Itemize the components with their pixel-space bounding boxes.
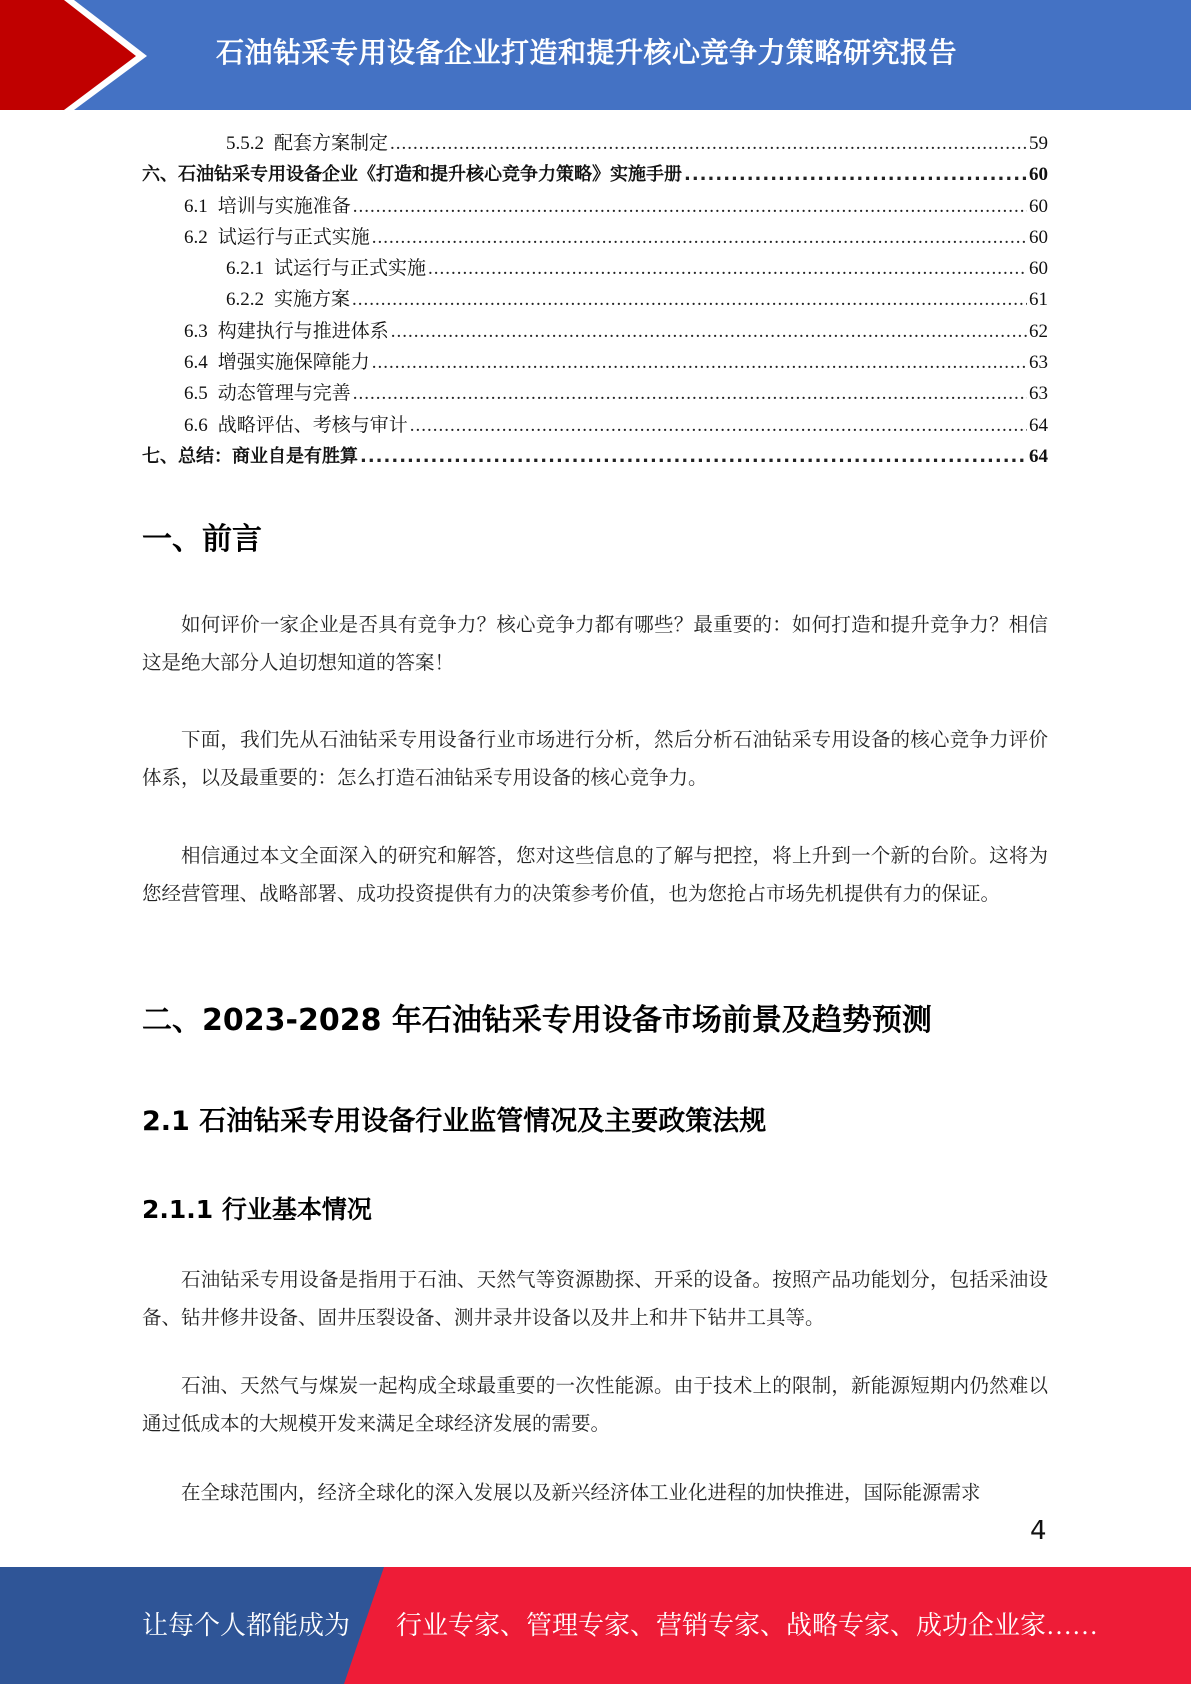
toc-entry[interactable]	[142, 128, 1048, 159]
toc-entry-title: 六、石油钻采专用设备企业《打造和提升核心竞争力策略》实施手册	[142, 164, 682, 186]
toc-dot-leader	[353, 378, 1027, 409]
toc-entry[interactable]	[142, 222, 1048, 253]
toc-dot-leader	[684, 159, 1027, 190]
paragraph: 相信通过本文全面深入的研究和解答，您对这些信息的了解与把控，将上升到一个新的台阶。这将为您经营管理、战略部署、成功投资提供有力的决策参考价值，也为您抢占市场先机提供有力的保证。	[142, 846, 1048, 905]
toc-dot-leader	[353, 191, 1027, 222]
subsection-heading-2-1: 2.1 石油钻采专用设备行业监管情况及主要政策法规	[142, 1106, 767, 1137]
toc-dot-leader	[360, 441, 1027, 472]
toc-entry-number: 6.3	[184, 320, 208, 342]
report-title: 石油钻采专用设备企业打造和提升核心竞争力策略研究报告	[216, 36, 958, 69]
toc-entry-number: 6.4	[184, 352, 208, 374]
page-number: 4	[1030, 1516, 1047, 1546]
header-banner	[0, 0, 1191, 110]
toc-entry-page: 62	[1029, 320, 1048, 342]
toc-entry-page: 64	[1029, 414, 1048, 436]
paragraph: 如何评价一家企业是否具有竞争力？核心竞争力都有哪些？最重要的：如何打造和提升竞争力？相信这是绝大部分人迫切想知道的答案！	[142, 615, 1048, 674]
footer-slogan-left: 让每个人都能成为	[142, 1611, 351, 1640]
toc-entry[interactable]	[142, 347, 1048, 378]
table-of-contents	[142, 128, 1048, 472]
toc-entry[interactable]	[142, 441, 1048, 472]
toc-entry-title: 试运行与正式实施	[217, 226, 370, 248]
toc-entry[interactable]	[142, 410, 1048, 441]
toc-entry[interactable]	[142, 378, 1048, 409]
footer-slogan-right: 行业专家、管理专家、营销专家、战略专家、成功企业家……	[396, 1611, 1099, 1640]
toc-entry-page: 60	[1029, 195, 1048, 217]
toc-entry[interactable]	[142, 284, 1048, 315]
paragraph: 石油钻采专用设备是指用于石油、天然气等资源勘探、开采的设备。按照产品功能划分，包括采油设备、钻井修井设备、固井压裂设备、测井录井设备以及井上和井下钻井工具等。	[142, 1270, 1048, 1329]
toc-entry-page: 60	[1029, 164, 1048, 186]
toc-entry-number: 5.5.2	[226, 133, 264, 154]
toc-entry-title: 配套方案制定	[274, 133, 389, 154]
footer-banner	[0, 1567, 1191, 1684]
paragraph: 石油、天然气与煤炭一起构成全球最重要的一次性能源。由于技术上的限制，新能源短期内仍然难以通过低成本的大规模开发来满足全球经济发展的需要。	[142, 1376, 1048, 1435]
toc-entry[interactable]	[142, 316, 1048, 347]
toc-entry[interactable]	[142, 191, 1048, 222]
toc-entry-page: 64	[1029, 445, 1048, 467]
toc-entry-number: 6.5	[184, 383, 208, 405]
toc-entry-page: 60	[1029, 258, 1048, 280]
toc-entry-number: 6.6	[184, 414, 208, 436]
toc-dot-leader	[372, 222, 1027, 253]
toc-entry-page: 63	[1029, 383, 1048, 405]
toc-entry-title: 七、总结：商业自是有胜算	[142, 445, 358, 467]
toc-entry-title: 动态管理与完善	[217, 383, 351, 405]
toc-entry-page: 59	[1029, 133, 1048, 154]
toc-entry-title: 培训与实施准备	[217, 195, 351, 217]
toc-entry-page: 63	[1029, 352, 1048, 374]
toc-dot-leader	[428, 253, 1027, 284]
section-heading-preface: 一、前言	[142, 522, 262, 557]
toc-entry-title: 实施方案	[274, 289, 351, 311]
toc-entry-number: 6.1	[184, 195, 208, 217]
toc-entry-number: 6.2.2	[226, 289, 264, 311]
toc-dot-leader	[390, 128, 1027, 159]
section-heading-market-forecast: 二、2023-2028 年石油钻采专用设备市场前景及趋势预测	[142, 1003, 932, 1038]
toc-entry-page: 60	[1029, 226, 1048, 248]
toc-entry-page: 61	[1029, 289, 1048, 311]
paragraph: 下面，我们先从石油钻采专用设备行业市场进行分析，然后分析石油钻采专用设备的核心竞争力评价体系，以及最重要的：怎么打造石油钻采专用设备的核心竞争力。	[142, 730, 1048, 789]
toc-entry-title: 增强实施保障能力	[217, 352, 370, 374]
toc-entry[interactable]	[142, 159, 1048, 190]
toc-dot-leader	[372, 347, 1027, 378]
toc-entry-title: 构建执行与推进体系	[217, 320, 389, 342]
toc-entry-title: 战略评估、考核与审计	[217, 414, 408, 436]
paragraph: 在全球范围内，经济全球化的深入发展以及新兴经济体工业化进程的加快推进，国际能源需求	[181, 1483, 981, 1504]
toc-entry[interactable]	[142, 253, 1048, 284]
toc-entry-number: 6.2.1	[226, 258, 264, 280]
toc-dot-leader	[410, 410, 1027, 441]
toc-entry-title: 试运行与正式实施	[274, 258, 427, 280]
subsection-heading-2-1-1: 2.1.1 行业基本情况	[142, 1195, 372, 1224]
toc-dot-leader	[391, 316, 1027, 347]
toc-dot-leader	[352, 284, 1027, 315]
toc-entry-number: 6.2	[184, 226, 208, 248]
